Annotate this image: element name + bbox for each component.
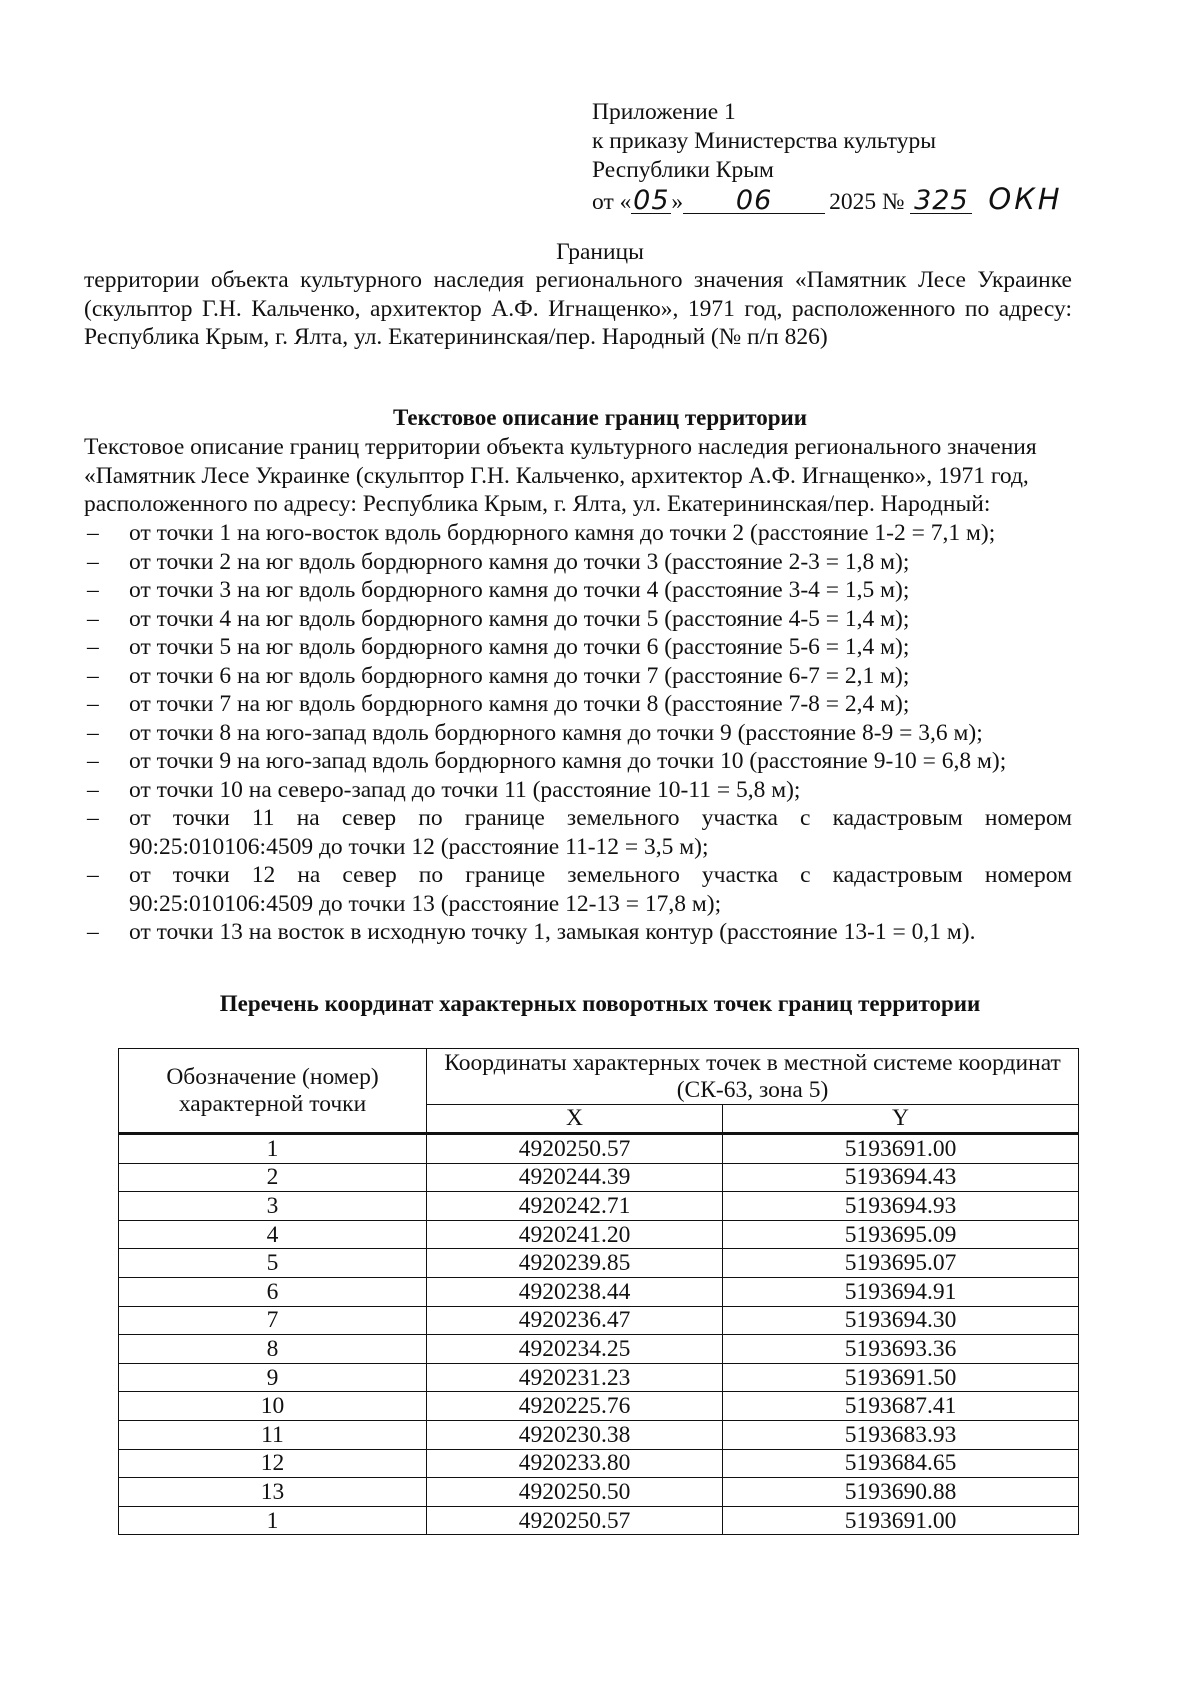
date-prefix: от « (592, 189, 632, 215)
handwritten-order-suffix: ОКН (988, 182, 1063, 216)
cell-point-number: 10 (119, 1392, 427, 1421)
cell-y-coordinate: 5193693.36 (723, 1335, 1079, 1364)
coordinates-table (118, 1048, 1079, 1535)
list-dash: – (87, 691, 99, 717)
list-item-text: от точки 7 на юг вдоль бордюрного камня до точки 8 (расстояние 7-8 = 2,4 м); (129, 691, 910, 717)
boundary-steps-list (84, 519, 1072, 947)
column-header-point: Обозначение (номер) характерной точки (119, 1049, 427, 1134)
cell-y-coordinate: 5193695.07 (723, 1249, 1079, 1278)
table-row (119, 1363, 1079, 1392)
coordinates-table-body (119, 1134, 1079, 1535)
list-item-text: от точки 4 на юг вдоль бордюрного камня до точки 5 (расстояние 4-5 = 1,4 м); (129, 605, 910, 632)
cell-y-coordinate: 5193695.09 (723, 1220, 1079, 1249)
handwritten-month: 06 (683, 189, 825, 214)
cell-y-coordinate: 5193687.41 (723, 1392, 1079, 1421)
cell-x-coordinate: 4920234.25 (427, 1335, 723, 1364)
cell-y-coordinate: 5193694.91 (723, 1277, 1079, 1306)
list-item (84, 918, 1072, 947)
cell-point-number: 4 (119, 1220, 427, 1249)
list-item (84, 605, 1072, 634)
table-row (119, 1277, 1079, 1306)
list-dash: – (87, 919, 99, 945)
cell-x-coordinate: 4920250.57 (427, 1134, 723, 1164)
table-row (119, 1134, 1079, 1164)
list-item-text: от точки 8 на юго-запад вдоль бордюрного камня до точки 9 (расстояние 8-9 = 3,6 м); (129, 719, 983, 746)
list-item-text: от точки 2 на юг вдоль бордюрного камня до точки 3 (расстояние 2-3 = 1,8 м); (129, 548, 910, 575)
appendix-line-2: к приказу Министерства культуры (592, 128, 936, 154)
column-header-coordinates: Координаты характерных точек в местной системе координат (СК-63, зона 5) (427, 1049, 1079, 1105)
cell-point-number: 12 (119, 1449, 427, 1478)
list-item (84, 576, 1072, 605)
table-row (119, 1306, 1079, 1335)
list-item (84, 719, 1072, 748)
cell-x-coordinate: 4920241.20 (427, 1220, 723, 1249)
list-item-text: от точки 12 на север по границе земельного участка с кадастровым номером 90:25:010106:4509 до точки 13 (расстояние 12-13 = 17,8 м); (129, 862, 1072, 917)
appendix-line-3: Республики Крым (592, 157, 774, 183)
cell-y-coordinate: 5193694.30 (723, 1306, 1079, 1335)
list-dash: – (87, 548, 99, 575)
cell-x-coordinate: 4920239.85 (427, 1249, 723, 1278)
cell-y-coordinate: 5193691.00 (723, 1506, 1079, 1535)
list-dash: – (87, 577, 99, 603)
cell-point-number: 2 (119, 1163, 427, 1192)
list-item (84, 861, 1072, 918)
cell-y-coordinate: 5193694.93 (723, 1192, 1079, 1221)
list-item-text: от точки 5 на юг вдоль бордюрного камня до точки 6 (расстояние 5-6 = 1,4 м); (129, 634, 910, 660)
cell-x-coordinate: 4920250.57 (427, 1506, 723, 1535)
cell-point-number: 11 (119, 1420, 427, 1449)
table-row (119, 1506, 1079, 1535)
document-title-body: территории объекта культурного наследия регионального значения «Памятник Лесе Украинке (скульптор Г.Н. Кальченко, архитектор А.Ф. Игнащенко», 1971 год, расположенного по адресу: Республика Крым, г. Ялта, ул. Екатерининская/пер. Народный (№ п/п 826) (84, 267, 1072, 350)
cell-point-number: 1 (119, 1506, 427, 1535)
year-label: 2025 № (829, 189, 905, 215)
cell-x-coordinate: 4920242.71 (427, 1192, 723, 1221)
table-row (119, 1163, 1079, 1192)
table-row (119, 1335, 1079, 1364)
cell-y-coordinate: 5193691.50 (723, 1363, 1079, 1392)
list-dash: – (87, 605, 99, 632)
cell-y-coordinate: 5193690.88 (723, 1478, 1079, 1507)
list-item (84, 662, 1072, 691)
list-item (84, 747, 1072, 776)
text-description-intro (84, 433, 1072, 519)
cell-point-number: 6 (119, 1277, 427, 1306)
table-row (119, 1249, 1079, 1278)
list-dash: – (87, 634, 99, 660)
list-item (84, 776, 1072, 805)
list-item-text: от точки 11 на север по границе земельного участка с кадастровым номером 90:25:010106:4509 до точки 12 (расстояние 11-12 = 3,5 м); (129, 805, 1072, 860)
cell-point-number: 1 (119, 1134, 427, 1164)
cell-point-number: 8 (119, 1335, 427, 1364)
column-header-y: Y (723, 1105, 1079, 1134)
date-mid: » (671, 189, 684, 215)
table-row (119, 1420, 1079, 1449)
table-row (119, 1392, 1079, 1421)
cell-x-coordinate: 4920236.47 (427, 1306, 723, 1335)
cell-point-number: 9 (119, 1363, 427, 1392)
list-dash: – (87, 805, 99, 831)
cell-point-number: 5 (119, 1249, 427, 1278)
text-description-heading: Текстовое описание границ территории (392, 405, 808, 430)
cell-y-coordinate: 5193691.00 (723, 1134, 1079, 1164)
list-item-text: от точки 1 на юго-восток вдоль бордюрного камня до точки 2 (расстояние 1-2 = 7,1 м); (129, 520, 996, 546)
cell-x-coordinate: 4920225.76 (427, 1392, 723, 1421)
appendix-reference (592, 98, 1063, 217)
list-dash: – (87, 776, 99, 803)
handwritten-day: 05 (633, 185, 670, 216)
coordinates-heading: Перечень координат характерных поворотных точек границ территории (219, 991, 981, 1016)
cell-x-coordinate: 4920250.50 (427, 1478, 723, 1507)
cell-y-coordinate: 5193694.43 (723, 1163, 1079, 1192)
table-row (119, 1192, 1079, 1221)
list-item (84, 519, 1072, 548)
list-dash: – (87, 719, 99, 746)
intro-paragraph: Текстовое описание границ территории объекта культурного наследия регионального значения «Памятник Лесе Украинке (скульптор Г.Н. Кальченко, архитектор А.Ф. Игнащенко», 1971 год, расположенного по адресу: Республика Крым, г. Ялта, ул. Екатерининская/пер. Народный: (84, 434, 1037, 517)
handwritten-order-number: 325 (910, 189, 972, 214)
list-dash: – (87, 748, 99, 774)
list-item-text: от точки 3 на юг вдоль бордюрного камня до точки 4 (расстояние 3-4 = 1,5 м); (129, 577, 910, 603)
order-date-line (592, 182, 1063, 217)
document-title: Границы (556, 239, 644, 265)
table-row (119, 1478, 1079, 1507)
list-item (84, 548, 1072, 577)
cell-x-coordinate: 4920238.44 (427, 1277, 723, 1306)
list-item-text: от точки 6 на юг вдоль бордюрного камня до точки 7 (расстояние 6-7 = 2,1 м); (129, 662, 910, 689)
list-item (84, 690, 1072, 719)
appendix-line-1: Приложение 1 (592, 99, 736, 125)
list-dash: – (87, 862, 99, 888)
table-row (119, 1449, 1079, 1478)
cell-point-number: 7 (119, 1306, 427, 1335)
list-dash: – (87, 662, 99, 689)
list-item (84, 804, 1072, 861)
list-item (84, 633, 1072, 662)
table-row (119, 1220, 1079, 1249)
cell-y-coordinate: 5193684.65 (723, 1449, 1079, 1478)
cell-x-coordinate: 4920231.23 (427, 1363, 723, 1392)
list-item-text: от точки 13 на восток в исходную точку 1, замыкая контур (расстояние 13-1 = 0,1 м). (129, 919, 976, 945)
list-dash: – (87, 520, 99, 546)
column-header-x: X (427, 1105, 723, 1134)
cell-x-coordinate: 4920233.80 (427, 1449, 723, 1478)
cell-x-coordinate: 4920244.39 (427, 1163, 723, 1192)
list-item-text: от точки 10 на северо-запад до точки 11 (расстояние 10-11 = 5,8 м); (129, 776, 801, 803)
cell-x-coordinate: 4920230.38 (427, 1420, 723, 1449)
list-item-text: от точки 9 на юго-запад вдоль бордюрного камня до точки 10 (расстояние 9-10 = 6,8 м); (129, 748, 1007, 774)
cell-point-number: 13 (119, 1478, 427, 1507)
cell-y-coordinate: 5193683.93 (723, 1420, 1079, 1449)
cell-point-number: 3 (119, 1192, 427, 1221)
